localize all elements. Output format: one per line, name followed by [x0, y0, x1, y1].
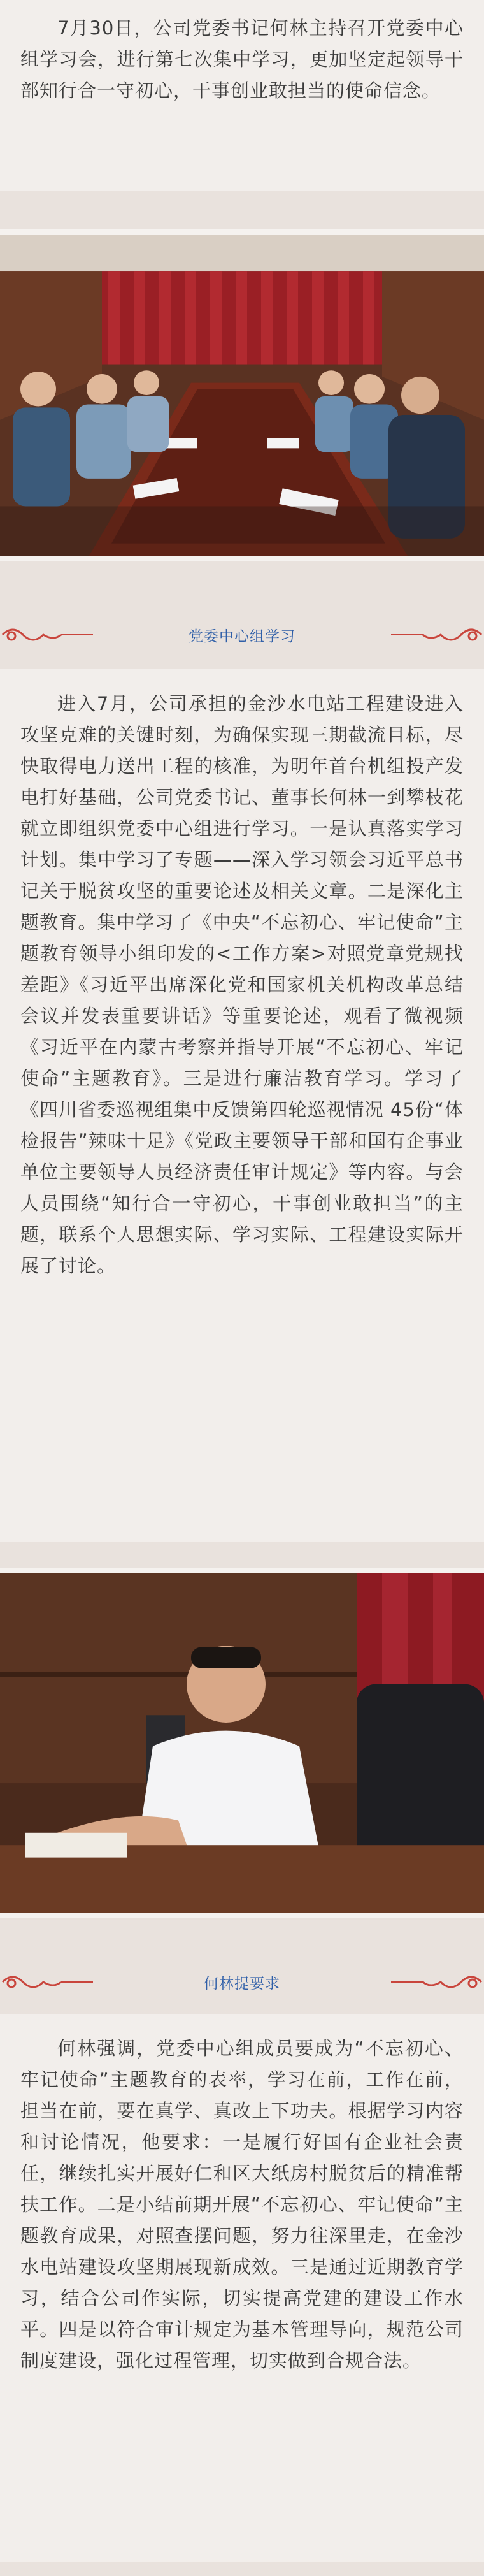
meeting-photo	[0, 229, 484, 561]
speaker-image	[0, 1573, 484, 1913]
section-heading-requirements	[0, 1963, 484, 2001]
speaker-photo	[0, 1568, 484, 1918]
section-heading-study	[0, 616, 484, 654]
requirements-card	[0, 2014, 484, 2562]
intro-card	[0, 0, 484, 191]
study-paragraph: 进入7月，公司承担的金沙水电站工程建设进入攻坚克难的关键时刻，为确保实现三期截流目标，尽快取得电力送出工程的核准，为明年首台机组投产发电打好基础，公司党委书记、董事长何林一到攀枝花就立即组织党委中心组进行学习。一是认真落实学习计划。集中学习了专题——深入学习领会习近平总书记关于脱贫攻坚的重要论述及相关文章。二是深化主题教育。集中学习了《中央“不忘初心、牢记使命”主题教育领导小组印发的<工作方案>对照党章党规找差距》《习近平出席深化党和国家机关机构改革总结会议并发表重要讲话》等重要论述，观看了微视频《习近平在内蒙古考察并指导开展“不忘初心、牢记使命”主题教育》。三是进行廉洁教育学习。学习了《四川省委巡视组集中反馈第四轮巡视情况 45份“体检报告”辣味十足》《党政主要领导干部和国有企事业单位主要领导人员经济责任审计规定》等内容。与会人员围绕“知行合一守初心，干事创业敢担当”的主题，联系个人思想实际、学习实际、工程建设实际开展了讨论。	[20, 693, 464, 1277]
meeting-room-image	[0, 235, 484, 556]
section-title-requirements: 何林提要求	[204, 1976, 280, 1992]
study-card	[0, 669, 484, 1542]
section-title-study: 党委中心组学习	[189, 628, 295, 645]
right-ornament-icon	[388, 1969, 484, 1995]
right-ornament-icon	[388, 622, 484, 648]
intro-paragraph: 7月30日，公司党委书记何林主持召开党委中心组学习会，进行第七次集中学习，更加坚定起领导干部知行合一守初心，干事创业敢担当的使命信念。	[20, 17, 464, 101]
requirements-paragraph: 何林强调，党委中心组成员要成为“不忘初心、牢记使命”主题教育的表率，学习在前，工作在前，担当在前，要在真学、真改上下功夫。根据学习内容和讨论情况，他要求：一是履行好国有企业社会责任，继续扎实开展好仁和区大纸房村脱贫后的精准帮扶工作。二是小结前期开展“不忘初心、牢记使命”主题教育成果，对照查摆问题，努力往深里走，在金沙水电站建设攻坚期展现新成效。三是通过近期教育学习，结合公司作实际，切实提高党建的建设工作水平。四是以符合审计规定为基本管理导向，规范公司制度建设，强化过程管理，切实做到合规合法。	[20, 2037, 464, 2371]
